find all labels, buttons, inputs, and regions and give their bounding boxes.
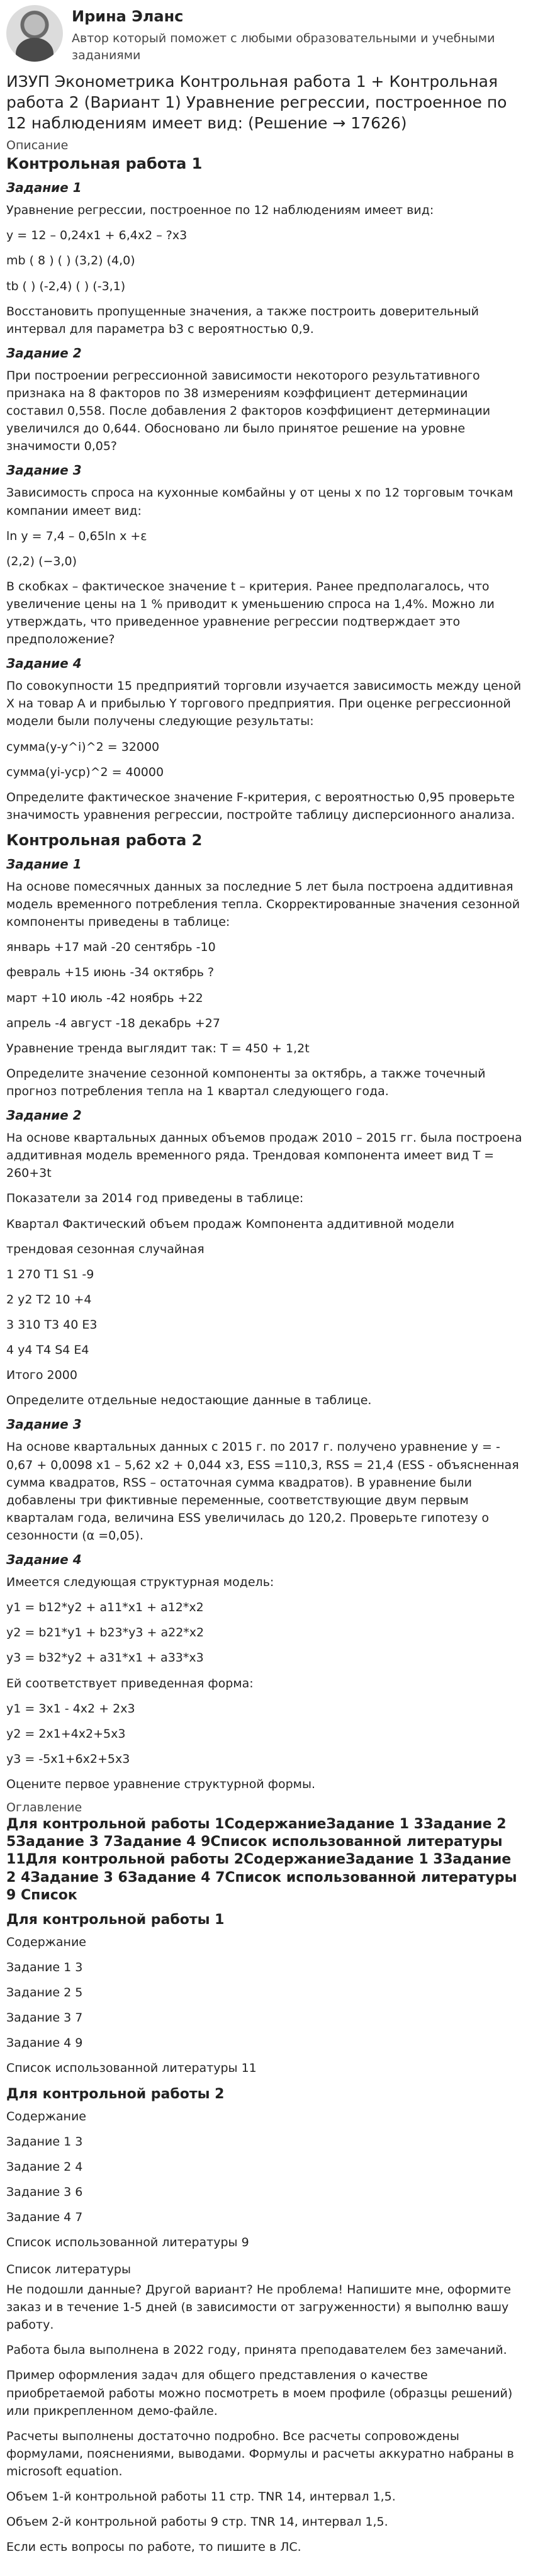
kr2-task1-row2: февраль +15 июнь -34 октябрь ? <box>6 965 215 980</box>
kr2-task4-reduced-intro: Ей соответствует приведенная форма: <box>6 1676 254 1690</box>
footer-accepted: Работа была выполнена в 2022 году, принята преподавателем без замечаний. <box>6 2343 507 2358</box>
author-avatar[interactable] <box>6 5 63 62</box>
kr2-task1-row1: январь +17 май -20 сентябрь -10 <box>6 940 216 955</box>
description-label: Описание <box>6 138 69 153</box>
kr2-task2-row1: 1 270 T1 S1 -9 <box>6 1267 94 1281</box>
toc-kr2-item: Задание 2 4 <box>6 2159 83 2174</box>
kr2-heading: Контрольная работа 2 <box>6 831 203 850</box>
kr2-task2-intro: Показатели за 2014 год приведены в таблице: <box>6 1191 304 1206</box>
toc-kr1-item: Содержание <box>6 1935 86 1949</box>
kr2-task1-row3: март +10 июль -42 ноябрь +22 <box>6 991 203 1005</box>
kr1-task1-question: Восстановить пропущенные значения, а также построить доверительный интервал для параметра b3 с вероятностью 0,9. <box>6 304 480 336</box>
kr2-task4-reduced3: y3 = -5x1+6x2+5x3 <box>6 1752 130 1766</box>
kr2-task4-heading: Задание 4 <box>6 1552 82 1568</box>
author-description: Автор который поможет с любыми образовательными и учебными заданиями <box>72 31 495 62</box>
kr2-task2-header2: трендовая сезонная случайная <box>6 1242 205 1256</box>
footer-contact: Если есть вопросы по работе, то пишите в ЛС. <box>6 2540 301 2555</box>
kr2-task4-intro: Имеется следующая структурная модель: <box>6 1575 274 1590</box>
kr2-task1-row4: апрель -4 август -18 декабрь +27 <box>6 1016 220 1030</box>
kr1-task1-heading: Задание 1 <box>6 180 82 196</box>
kr1-task2-heading: Задание 2 <box>6 345 82 361</box>
toc-kr2-heading: Для контрольной работы 2 <box>6 2086 225 2102</box>
toc-kr1-item: Задание 2 5 <box>6 1985 83 1999</box>
kr2-task2-row2: 2 у2 T2 10 +4 <box>6 1292 92 1307</box>
kr2-task4-eq1: y1 = b12*y2 + a11*x1 + a12*x2 <box>6 1600 204 1615</box>
toc-kr2-item: Задание 1 3 <box>6 2134 83 2149</box>
kr2-task1-text: На основе помесячных данных за последние 5 лет была построена аддитивная модель временного потребления тепла. Скорректированные значения сезонной компоненты приведены в таблице: <box>6 880 520 930</box>
kr1-task4-question: Определите фактическое значение F-критерия, с вероятностью 0,95 проверьте значимость уравнения регрессии, постройте таблицу дисперсионного анализа. <box>6 790 515 822</box>
author-name[interactable]: Ирина Эланс <box>72 8 184 25</box>
kr2-task4-reduced2: y2 = 2x1+4x2+5x3 <box>6 1726 126 1741</box>
kr2-task2-total: Итого 2000 <box>6 1368 77 1383</box>
footer-calculations: Расчеты выполнены достаточно подробно. Все расчеты сопровождены формулами, пояснениями, выводами. Формулы и расчеты аккуратно набраны в microsoft equation. <box>6 2429 514 2478</box>
kr2-task4-eq2: y2 = b21*y1 + b23*y3 + a22*x2 <box>6 1626 205 1640</box>
kr1-task1-formula: y = 12 – 0,24x1 + 6,4x2 – ?x3 <box>6 228 188 243</box>
footer-example: Пример оформления задач для общего представления о качестве приобретаемой работы можно посмотреть в моем профиле (образцы решений) или прикрепленном демо-файле. <box>6 2368 513 2418</box>
kr1-task2-text: При построении регрессионной зависимости некоторого результативного признака на 8 факторов по 38 измерениям коэффициент детерминации составил 0,558. После добавления 2 факторов коэффициент детерминации увеличился до 0,644. Обосновано ли было принятое решение на уровне значимости 0,05? <box>6 368 491 454</box>
toc-kr2-item: Список использованной литературы 9 <box>6 2235 249 2249</box>
kr2-task4-eq3: y3 = b32*y2 + a31*x1 + a33*x3 <box>6 1651 204 1665</box>
kr2-task2-row3: 3 310 T3 40 E3 <box>6 1318 98 1332</box>
toc-kr1-item: Задание 1 3 <box>6 1960 83 1974</box>
kr2-task4-reduced1: y1 = 3x1 - 4x2 + 2x3 <box>6 1701 135 1716</box>
kr1-task3-text: Зависимость спроса на кухонные комбайны у от цены х по 12 торговым точкам компании имеет вид: <box>6 486 513 518</box>
toc-summary: Для контрольной работы 1СодержаниеЗадание 1 3Задание 2 5Задание 3 7Задание 4 9Список использованной литературы 11Для контрольной работы 2СодержаниеЗадание 1 3Задание 2 4Задание 3 6Задание 4 7Список использованной литературы 9 Список <box>6 1816 517 1903</box>
kr2-task2-text: На основе квартальных данных объемов продаж 2010 – 2015 гг. была построена аддитивная модель временного ряда. Трендовая компонента имеет вид T = 260+3t <box>6 1131 522 1181</box>
kr2-task2-heading: Задание 2 <box>6 1108 82 1123</box>
kr2-task2-header1: Квартал Фактический объем продаж Компонента аддитивной модели <box>6 1217 454 1231</box>
toc-kr2-item: Содержание <box>6 2109 86 2123</box>
author-block <box>6 5 525 64</box>
footer-volume-2: Объем 2-й контрольной работы 9 стр. TNR 14, интервал 1,5. <box>6 2515 388 2529</box>
kr1-task3-question: В скобках – фактическое значение t – критерия. Ранее предполагалось, что увеличение цены на 1 % приводит к уменьшению спроса на 1,4%. Можно ли утверждать, что приведенное уравнение регрессии подтверждает это предположение? <box>6 579 495 647</box>
kr2-task3-text: На основе квартальных данных с 2015 г. по 2017 г. получено уравнение y = - 0,67 + 0,0098 x1 – 5,62 x2 + 0,044 x3, ESS =110,3, RSS = 21,4 (ESS - объясненная сумма квадратов, RSS – остаточная сумма квадратов). В уравнение были добавлены три фиктивные переменные, соответствующие двум первым кварталам года, величина ESS увеличилась до 120,2. Проверьте гипотезу о сезонности (α =0,05). <box>6 1440 519 1543</box>
kr1-task1-mb: mb ( 8 ) ( ) (3,2) (4,0) <box>6 254 135 268</box>
kr1-task4-text: По совокупности 15 предприятий торговли изучается зависимость между ценой Х на товар А и прибылью Y торгового предприятия. При оценке регрессионной модели были получены следующие результаты: <box>6 679 522 729</box>
kr2-task4-question: Оцените первое уравнение структурной формы. <box>6 1777 316 1791</box>
kr1-task4-sum1: сумма(y-y^i)^2 = 32000 <box>6 740 160 754</box>
kr2-task2-question: Определите отдельные недостающие данные в таблице. <box>6 1393 372 1408</box>
kr1-task1-tb: tb ( ) (-2,4) ( ) (-3,1) <box>6 279 126 293</box>
toc-kr1-item: Список использованной литературы 11 <box>6 2061 257 2075</box>
kr1-heading: Контрольная работа 1 <box>6 155 203 173</box>
kr2-task2-row4: 4 у4 T4 S4 E4 <box>6 1343 89 1358</box>
toc-kr1-item: Задание 4 9 <box>6 2035 83 2050</box>
kr2-task1-question: Определите значение сезонной компоненты за октябрь, а также точечный прогноз потребления тепла на 1 квартал следующего года. <box>6 1066 486 1099</box>
literature-label: Список литературы <box>6 2262 131 2276</box>
toc-kr1-heading: Для контрольной работы 1 <box>6 1911 225 1928</box>
kr1-task3-tvalues: (2,2) (−3,0) <box>6 554 77 568</box>
toc-label: Оглавление <box>6 1801 82 1815</box>
footer-volume-1: Объем 1-й контрольной работы 11 стр. TNR 14, интервал 1,5. <box>6 2490 396 2504</box>
kr2-task1-heading: Задание 1 <box>6 857 82 872</box>
toc-kr1-item: Задание 3 7 <box>6 2010 83 2025</box>
kr2-task1-trend: Уравнение тренда выглядит так: T = 450 + 1,2t <box>6 1041 310 1055</box>
kr1-task4-heading: Задание 4 <box>6 656 82 672</box>
kr1-task4-sum2: сумма(yi-yср)^2 = 40000 <box>6 765 164 779</box>
kr1-task1-text: Уравнение регрессии, построенное по 12 наблюдениям имеет вид: <box>6 203 434 218</box>
toc-kr2-item: Задание 4 7 <box>6 2210 83 2224</box>
toc-kr2-item: Задание 3 6 <box>6 2185 83 2199</box>
page-title: ИЗУП Эконометрика Контрольная работа 1 + Контрольная работа 2 (Вариант 1) Уравнение регрессии, построенное по 12 наблюдениям имеет вид: (Решение → 17626) <box>6 72 507 133</box>
kr1-task3-formula: ln y = 7,4 – 0,65ln x +ε <box>6 529 147 543</box>
author-info <box>72 5 525 64</box>
footer-offer: Не подошли данные? Другой вариант? Не проблема! Напишите мне, оформите заказ и в течение 1-5 дней (в зависимости от загруженности) я выполню вашу работу. <box>6 2282 511 2332</box>
kr2-task3-heading: Задание 3 <box>6 1417 82 1432</box>
kr1-task3-heading: Задание 3 <box>6 463 82 478</box>
